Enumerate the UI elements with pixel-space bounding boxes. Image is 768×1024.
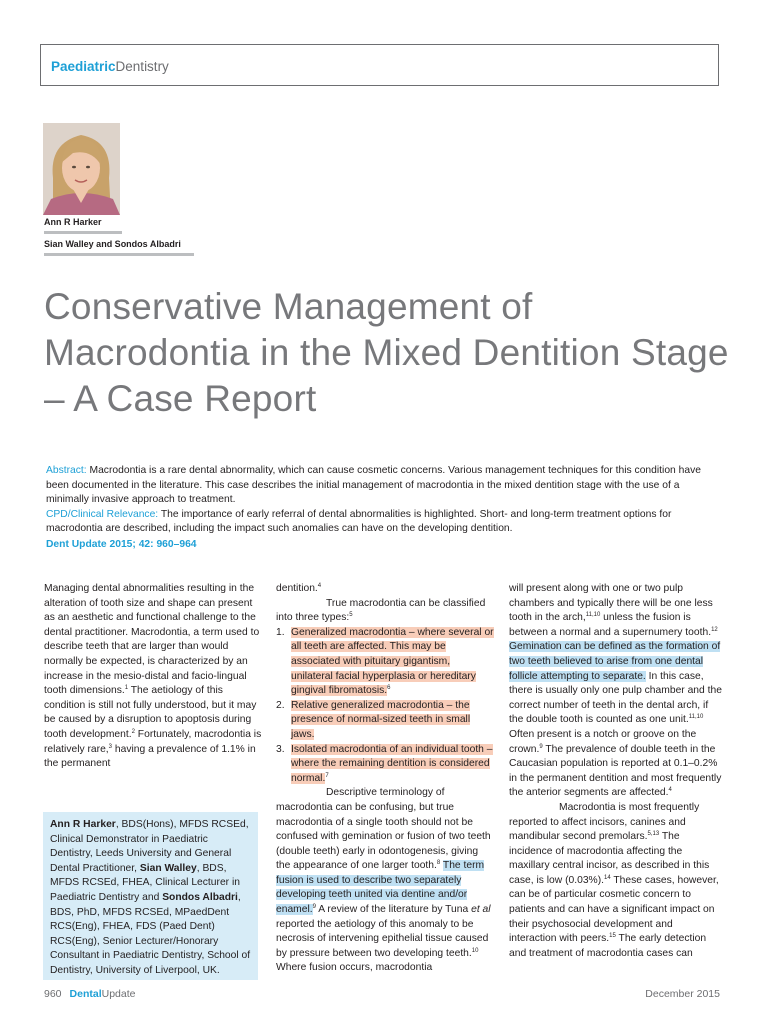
citation: Dent Update 2015; 42: 960–964 <box>46 538 197 550</box>
body-column-2: dentition.$^4$ True macrodontia can be classified into three types:$^5$ 1. Generalized macrodontia – where several or all teeth are affected. This may be associated with pituitary gigantism, unilateral facial hyperplasia or hereditary gingival fibromatosis.$^6$ 2. Relative generalized macrodontia – the presence of normal-sized teeth in small jaws. 3. Isolated macrodontia of an individual tooth – where the remaining dentition is considered normal.$^7$ Descriptive terminology of macrodontia can be confusing, but true macrodontia of a single tooth should not be confused with gemination or fusion of two teeth (double teeth) early in odontogenesis, giving the appearance of one larger tooth.$^8$ The term fusion is used to describe two separately developing teeth united via dentine and/or enamel.$^9$ A review of the literature by Tuna et al reported the aetiology of this anomaly to be necrosis of intervening epithelial tissue caused by pressure between two developing teeth.$^{10}$ Where fusion occurs, macrodontia <box>276 583 494 974</box>
author-bio-box: Ann R Harker, BDS(Hons), MFDS RCSEd, Clinical Demonstrator in Paediatric Dentistry, Leeds University and General Dental Practitioner, Sian Walley, BDS, MFDS RCSEd, FHEA, Clinical Lecturer in Paediatric Dentistry and Sondos Albadri, BDS, PhD, MFDS RCSEd, MPaedDent RCS(Eng), FHEA, FDS (Paed Dent) RCS(Eng), Senior Lecturer/Honorary Consultant in Paediatric Dentistry, School of Dentistry, University of Liverpool, UK. <box>43 812 258 980</box>
article-title: Conservative Management of Macrodontia in the Mixed Dentition Stage – A Case Report <box>44 286 729 419</box>
body-column-3: will present along with one or two pulp chambers and typically there will be one less tooth in the arch,$^{11,10}$ unless the fusion is between a normal and a supernumery tooth.$^{12}$ Gemination can be defined as the formation of two teeth believed to arise from one dental follicle attempting to separate. In this case, there is usually only one pulp chamber and the correct number of teeth in the dental arch, if the double tooth is counted as one unit.$^{11,10}$ Often present is a notch or groove on the crown.$^9$ The prevalence of double teeth in the Caucasian population is reported at 0.1–0.2% in the permanent dentition and most frequently the anterior segments are affected.$^4$ Macrodontia is most frequently reported to affect incisors, canines and mandibular second premolars.$^{5,13}$ The incidence of macrodontia affecting the maxillary central incisor, as described in this case, is low (0.03%).$^{14}$ These cases, however, can be of particular cosmetic concern to patients and can have a significant impact on their psychosocial development and interaction with peers.$^{15}$ The early detection and treatment of macrodontia cases can <box>509 583 722 959</box>
author-secondary: Sian Walley and Sondos Albadri <box>44 239 181 249</box>
author-primary: Ann R Harker <box>44 217 102 227</box>
abstract: Abstract: Macrodontia is a rare dental abnormality, which can cause cosmetic concerns. Various management techniques for this condition have been documented in the literature. This case describes the initial management of macrodontia in the mixed dentition stage with the use of a minimally invasive approach to treatment. CPD/Clinical Relevance: The importance of early referral of dental abnormalities is highlighted. Short- and long-term treatment options for macrodontia are described, including the impact such anomalies can have on the developing dentition. Dent Update 2015; 42: 960–964 <box>46 464 724 552</box>
section-label: PaediatricDentistry <box>51 59 169 74</box>
section-header <box>40 44 719 86</box>
footer-date: December 2015 <box>645 988 720 1000</box>
body-column-1: Managing dental abnormalities resulting in the alteration of tooth size and shape can present as an aesthetic and functional challenge to the dental practitioner. Macrodontia, a term used to describe teeth that are larger than would normally be expected, is characterized by an increase in the mesio-distal and facio-lingual tooth dimensions.$^1$ The aetiology of this condition is still not fully understood, but it may be caused by a disruption to apoptosis during tooth development.$^2$ Fortunately, macrodontia is relatively rare,$^3$ having a prevalence of 1.1% in the permanent <box>44 583 262 770</box>
divider <box>44 231 122 234</box>
footer-left: 960 DentalUpdate <box>44 988 136 1000</box>
divider <box>44 253 194 256</box>
author-photo <box>43 123 120 215</box>
